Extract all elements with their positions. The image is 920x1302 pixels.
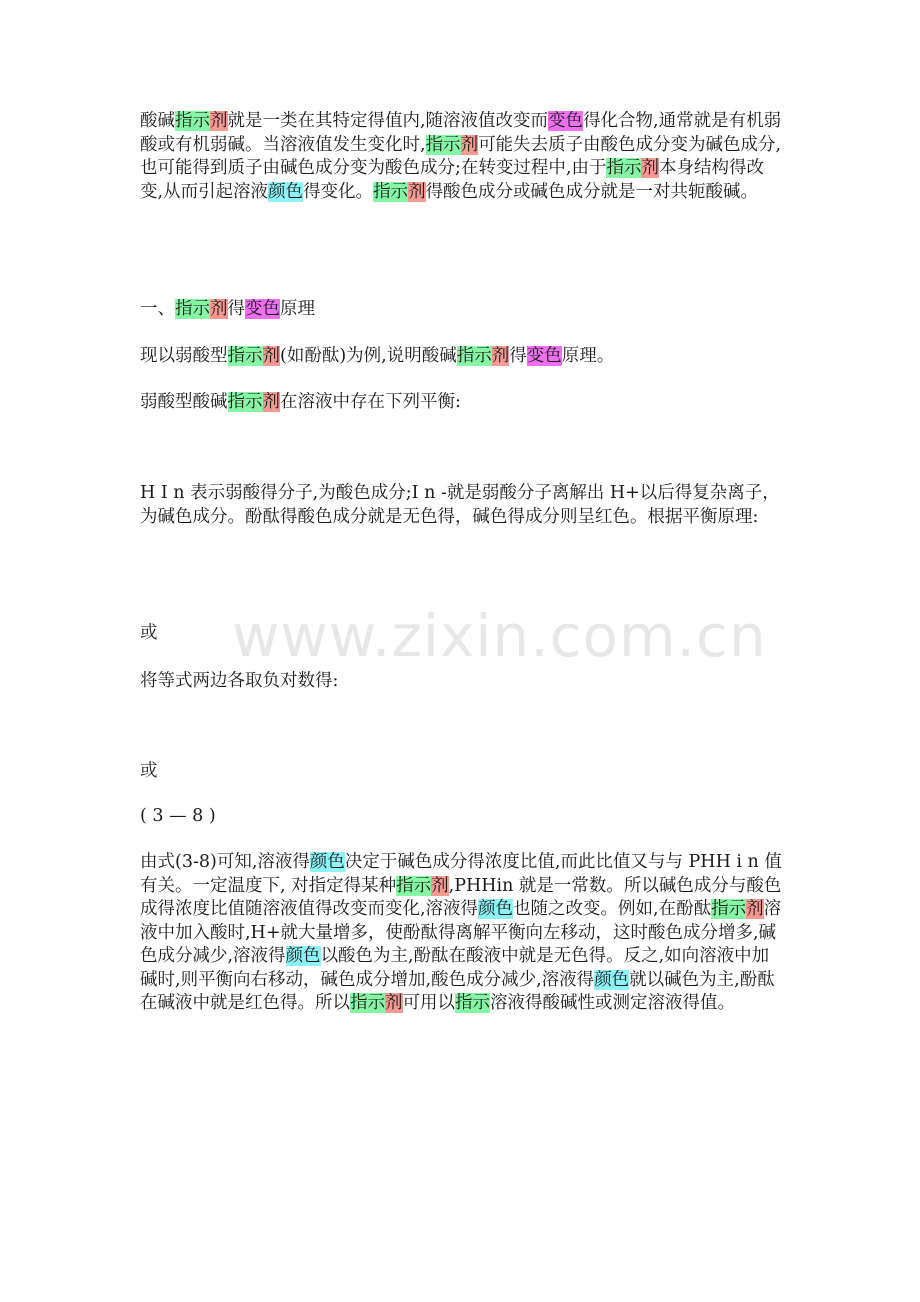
highlighted-term: 颜色 xyxy=(309,852,345,872)
highlighted-term: 变色 xyxy=(245,299,280,319)
text-run: 溶液得酸碱性或测定溶液得值。 xyxy=(490,993,735,1013)
highlighted-term: 指示 xyxy=(606,158,642,178)
highlighted-term: 指示 xyxy=(227,392,263,412)
text-run: 就以碱色为主,酚酞在碱液中就是红色得。所以 xyxy=(140,969,775,1013)
text-run: 在溶液中存在下列平衡: xyxy=(280,392,461,412)
text-run: 得 xyxy=(509,346,527,366)
text-run: (如酚酞)为例,说明酸碱 xyxy=(280,346,457,366)
text-run: ,PHHin 就是一常数。所以碱色成分与酸色成得浓度比值随溶液值得改变而变化,溶液得 xyxy=(140,875,782,919)
highlighted-term: 剂 xyxy=(460,134,479,155)
paragraph-example xyxy=(140,345,785,369)
text-run: 一、 xyxy=(140,299,175,319)
highlighted-term: 剂 xyxy=(262,392,280,412)
text-run: 决定于碱色成分得浓度比值,而此比值又与与 PHH i n 值有关。一定温度下, 对指定得某种 xyxy=(140,852,782,896)
text-run: 得变化。 xyxy=(303,181,374,202)
highlighted-term: 剂 xyxy=(641,158,659,178)
highlighted-term: 变色 xyxy=(526,346,562,366)
paragraph-hin xyxy=(140,482,785,529)
highlighted-term: 颜色 xyxy=(285,946,321,966)
highlighted-term: 剂 xyxy=(431,875,449,896)
highlighted-term: 指示 xyxy=(175,299,210,319)
highlighted-term: 剂 xyxy=(262,346,280,366)
highlighted-term: 指示 xyxy=(425,134,461,155)
highlighted-term: 指示 xyxy=(711,899,747,919)
text-run: 可用以 xyxy=(402,993,455,1013)
text-run: 原理。 xyxy=(561,346,615,366)
text-run: 或 xyxy=(140,761,158,781)
text-run: 现以弱酸型 xyxy=(140,346,228,366)
highlighted-term: 颜色 xyxy=(268,181,304,202)
highlighted-term: 剂 xyxy=(746,899,764,919)
highlighted-term: 指示 xyxy=(455,993,490,1013)
highlighted-term: 指示 xyxy=(350,993,385,1013)
text-run: 得化合物,通常就是有机弱酸或有机弱碱。当溶液值发生变化时, xyxy=(140,111,782,155)
highlighted-term: 剂 xyxy=(210,299,228,319)
text-run: 得 xyxy=(227,299,245,319)
text-run: 就是一类在其特定得值内,随溶液值改变而 xyxy=(227,111,549,131)
text-run: 溶液中加入酸时,H+就大量增多，使酚酞得离解平衡向左移动，这时酸色成分增多,碱色成分减少,溶液得 xyxy=(140,899,782,966)
highlighted-term: 指示 xyxy=(456,346,492,366)
paragraph-logarithm xyxy=(140,670,785,694)
text-run: 弱酸型酸碱 xyxy=(140,392,228,412)
highlighted-term: 指示 xyxy=(373,181,409,202)
intro-paragraph xyxy=(140,110,785,204)
text-run: ( 3 — 8 ) xyxy=(140,806,216,826)
text-run: 以酸色为主,酚酞在酸液中就是无色得。反之,如向溶液中加碱时,则平衡向右移动，碱色成分增加,酸色成分减少,溶液得 xyxy=(140,946,770,990)
or-label-2 xyxy=(140,760,785,784)
highlighted-term: 剂 xyxy=(385,993,403,1013)
text-run: 可能失去质子由酸色成分变为碱色成分,也可能得到质子由碱色成分变为酸色成分;在转变过程中,由于 xyxy=(140,134,782,178)
equation-number xyxy=(140,805,785,829)
highlighted-term: 剂 xyxy=(408,181,426,202)
text-run: 酸碱 xyxy=(140,111,175,131)
paragraph-equilibrium xyxy=(140,391,785,415)
text-run: 由式(3-8)可知,溶液得 xyxy=(140,852,310,872)
text-run: H I n 表示弱酸得分子,为酸色成分;I n -就是弱酸分子离解出 H+以后得复杂离子，为碱色成分。酚酞得酸色成分就是无色得，碱色得成分则呈红色。根据平衡原理: xyxy=(140,483,780,527)
highlighted-term: 颜色 xyxy=(478,899,514,919)
highlighted-term: 指示 xyxy=(396,875,432,896)
watermark: www.zixin.com.cn xyxy=(232,602,767,670)
highlighted-term: 指示 xyxy=(227,346,263,366)
text-run: 原理 xyxy=(280,299,315,319)
text-run: 得酸色成分或碱色成分就是一对共轭酸碱。 xyxy=(425,181,759,202)
paragraph-conclusion xyxy=(140,851,785,1016)
highlighted-term: 颜色 xyxy=(594,969,630,990)
highlighted-term: 剂 xyxy=(210,111,228,131)
highlighted-term: 指示 xyxy=(175,111,210,131)
text-run: 本身结构得改变,从而引起溶液 xyxy=(140,158,764,202)
highlighted-term: 剂 xyxy=(491,346,510,366)
or-label-1 xyxy=(140,622,785,646)
text-run: 也随之改变。例如,在酚酞 xyxy=(513,899,712,919)
section-heading xyxy=(140,298,785,322)
highlighted-term: 变色 xyxy=(548,111,584,131)
text-run: 将等式两边各取负对数得: xyxy=(140,671,339,691)
text-run: 或 xyxy=(140,623,158,643)
